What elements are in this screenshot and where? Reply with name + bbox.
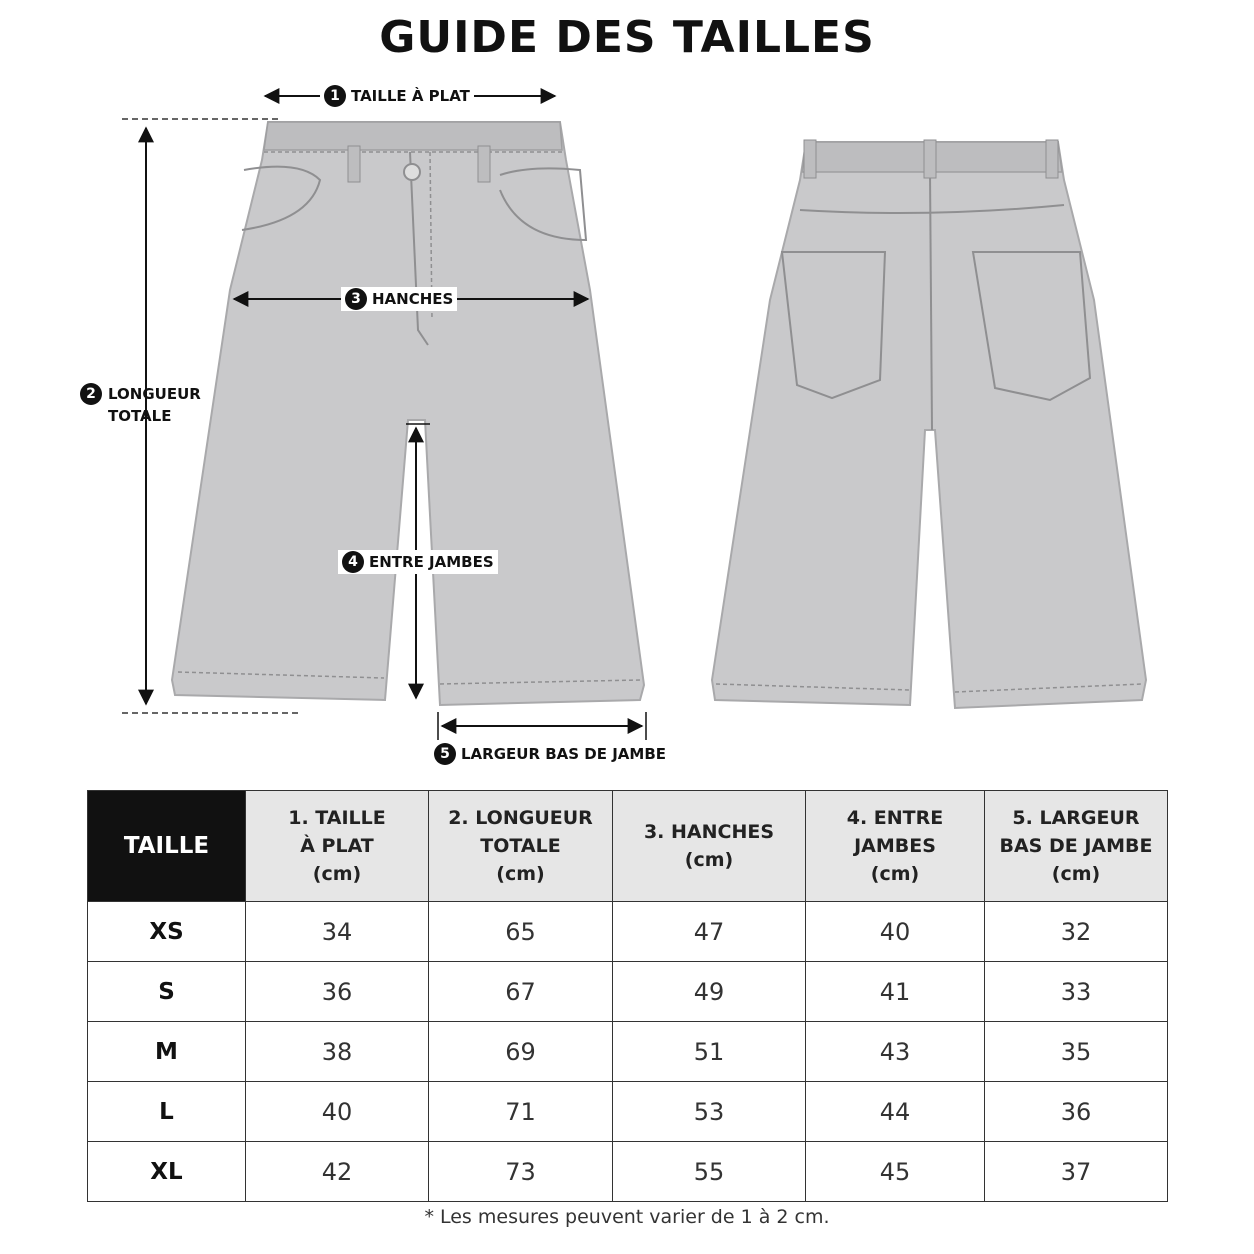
measure-text-waist: TAILLE À PLAT	[351, 87, 470, 105]
value-cell: 67	[429, 962, 613, 1022]
header-length: 2. LONGUEUR TOTALE (cm)	[429, 791, 613, 902]
value-cell: 34	[246, 902, 429, 962]
value-cell: 33	[985, 962, 1168, 1022]
measure-text-hem: LARGEUR BAS DE JAMBE	[461, 745, 667, 763]
measure-label-waist	[320, 84, 474, 108]
value-cell: 43	[806, 1022, 985, 1082]
size-cell: XS	[88, 902, 246, 962]
header-inseam: 4. ENTRE JAMBES (cm)	[806, 791, 985, 902]
value-cell: 45	[806, 1142, 985, 1202]
measure-text-hips: HANCHES	[372, 290, 454, 308]
value-cell: 37	[985, 1142, 1168, 1202]
value-cell: 65	[429, 902, 613, 962]
table-row	[88, 1022, 1168, 1082]
table-row	[88, 1142, 1168, 1202]
value-cell: 44	[806, 1082, 985, 1142]
table-row	[88, 962, 1168, 1022]
value-cell: 36	[985, 1082, 1168, 1142]
back-shorts-image	[712, 140, 1146, 708]
value-cell: 42	[246, 1142, 429, 1202]
measure-label-length	[76, 382, 205, 428]
value-cell: 35	[985, 1022, 1168, 1082]
header-hips: 3. HANCHES (cm)	[613, 791, 806, 902]
value-cell: 47	[613, 902, 806, 962]
size-cell: L	[88, 1082, 246, 1142]
measurement-note: * Les mesures peuvent varier de 1 à 2 cm.	[424, 1206, 830, 1228]
value-cell: 55	[613, 1142, 806, 1202]
size-cell: S	[88, 962, 246, 1022]
value-cell: 36	[246, 962, 429, 1022]
front-shorts-image	[172, 122, 644, 705]
value-cell: 73	[429, 1142, 613, 1202]
badge-3: 3	[345, 288, 367, 310]
value-cell: 69	[429, 1022, 613, 1082]
value-cell: 40	[246, 1082, 429, 1142]
badge-5: 5	[434, 743, 456, 765]
badge-4: 4	[342, 551, 364, 573]
measure-label-inseam	[338, 550, 498, 574]
badge-1: 1	[324, 85, 346, 107]
size-cell: XL	[88, 1142, 246, 1202]
measure-label-hips	[341, 287, 457, 311]
measure-text-length-line1: LONGUEUR	[108, 385, 201, 403]
value-cell: 51	[613, 1022, 806, 1082]
value-cell: 38	[246, 1022, 429, 1082]
value-cell: 49	[613, 962, 806, 1022]
value-cell: 71	[429, 1082, 613, 1142]
badge-2: 2	[80, 383, 102, 405]
page-title: GUIDE DES TAILLES	[379, 12, 875, 63]
table-row	[88, 1082, 1168, 1142]
measure-text-length-line2: TOTALE	[108, 407, 172, 425]
size-cell: M	[88, 1022, 246, 1082]
value-cell: 40	[806, 902, 985, 962]
header-hem: 5. LARGEUR BAS DE JAMBE (cm)	[985, 791, 1168, 902]
measure-text-inseam: ENTRE JAMBES	[369, 553, 494, 571]
value-cell: 41	[806, 962, 985, 1022]
header-size: TAILLE	[88, 791, 246, 902]
table-header-row	[88, 791, 1168, 902]
value-cell: 32	[985, 902, 1168, 962]
table-row	[88, 902, 1168, 962]
header-waist: 1. TAILLE À PLAT (cm)	[246, 791, 429, 902]
value-cell: 53	[613, 1082, 806, 1142]
size-table	[87, 790, 1168, 1202]
measure-label-hem	[430, 742, 670, 766]
